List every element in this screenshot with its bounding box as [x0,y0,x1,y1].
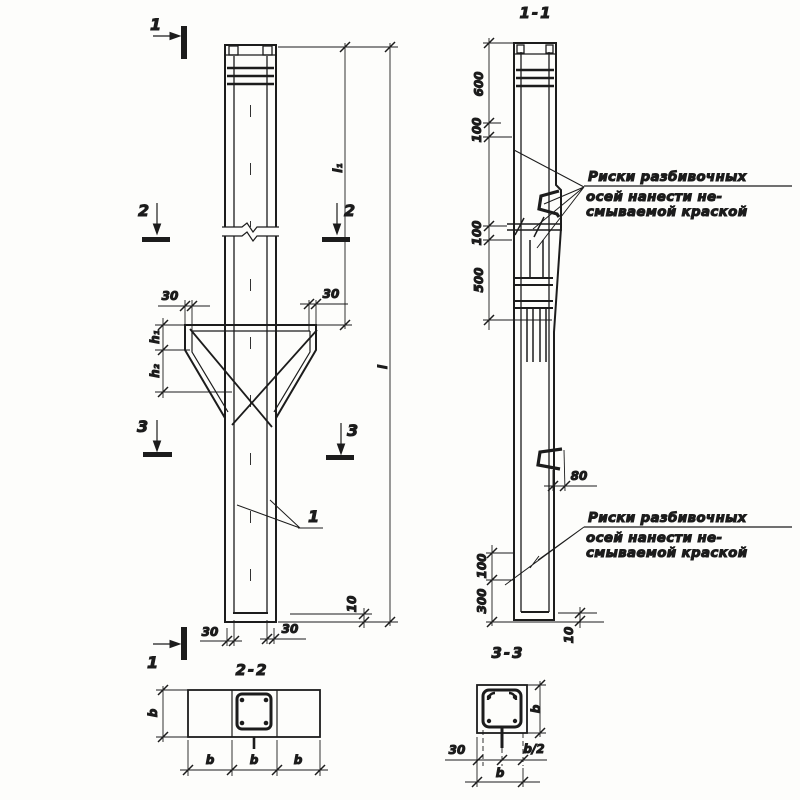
dim-h1-h2-chain [155,318,232,398]
paint-note-lower-line1: Риски разбивочных [588,510,747,526]
dim-corbel-cover-right [300,299,348,331]
rebar-cage-2-2 [237,694,271,729]
dim-b-half-label: b/2 [523,742,545,756]
section-mark-3-left-label: 3 [137,417,149,436]
dim-10-side [558,607,597,628]
dim-b-bottom-label: b [495,766,505,780]
section-mark-3-right-label: 3 [347,421,359,440]
paint-note-upper-line1: Риски разбивочных [588,169,747,185]
dim-l-label: l [376,364,390,370]
dim-b-1-label: b [205,753,215,767]
dim-30-label: 30 [448,743,466,757]
section-1-1-title: 1-1 [519,4,553,22]
dim-b-3-label: b [293,753,303,767]
lifting-loop-lower [538,449,562,469]
section-mark-1-bottom-label: 1 [147,653,159,672]
section-mark-2-right-label: 2 [344,201,356,220]
dim-10-front-label: 10 [345,595,359,613]
dim-length-lines [278,42,398,627]
front-elevation-view [137,15,398,672]
corbel-cross-bracing [190,329,317,427]
dim-30-bottom-right-label: 30 [281,622,299,636]
dim-600-label: 600 [472,71,486,97]
dim-chain-upper [483,38,552,330]
column-side-outline [514,43,561,620]
dim-500-label: 500 [472,267,486,293]
dim-h2-label: h₂ [148,364,162,378]
dim-l1-label: l₁ [331,163,345,173]
section-view-2-2 [146,661,328,776]
dim-100-mid-label: 100 [470,220,484,246]
paint-note-upper-line2: осей нанести не- [586,189,723,205]
rebar-cage-3-3 [483,690,521,727]
section-mark-1-top-label: 1 [150,15,162,34]
column-outline [225,45,276,622]
dim-b-right-label: b [529,704,543,714]
section-mark-2-left-label: 2 [138,201,150,220]
dim-100-upper-label: 100 [470,117,484,143]
dim-h1-label: h₁ [148,330,162,344]
corbel [185,325,317,427]
rebar-leader-label: 1 [308,507,320,526]
section-3-3-title: 3-3 [491,644,525,662]
section-view-3-3 [445,644,547,787]
dim-b-left-label: b [146,708,160,718]
paint-note-upper-line3: смываемой краской [586,204,748,220]
dim-300-label: 300 [475,588,489,614]
dim-30-bottom-left-label: 30 [201,625,219,639]
paint-note-lower-line2: осей нанести не- [586,530,723,546]
dim-100-lower-label: 100 [475,553,489,579]
dim-30-corbel-right-label: 30 [322,287,340,301]
dim-30-corbel-left-label: 30 [161,289,179,303]
dim-10-side-label: 10 [562,626,576,644]
section-view-1-1 [470,4,792,643]
section-2-2-title: 2-2 [235,661,269,679]
dim-bottom-offset [290,608,372,628]
axis-risk-marks [515,217,544,237]
dim-80-label: 80 [570,469,588,483]
dim-b-2-label: b [249,753,259,767]
paint-note-lower-line3: смываемой краской [586,545,748,561]
